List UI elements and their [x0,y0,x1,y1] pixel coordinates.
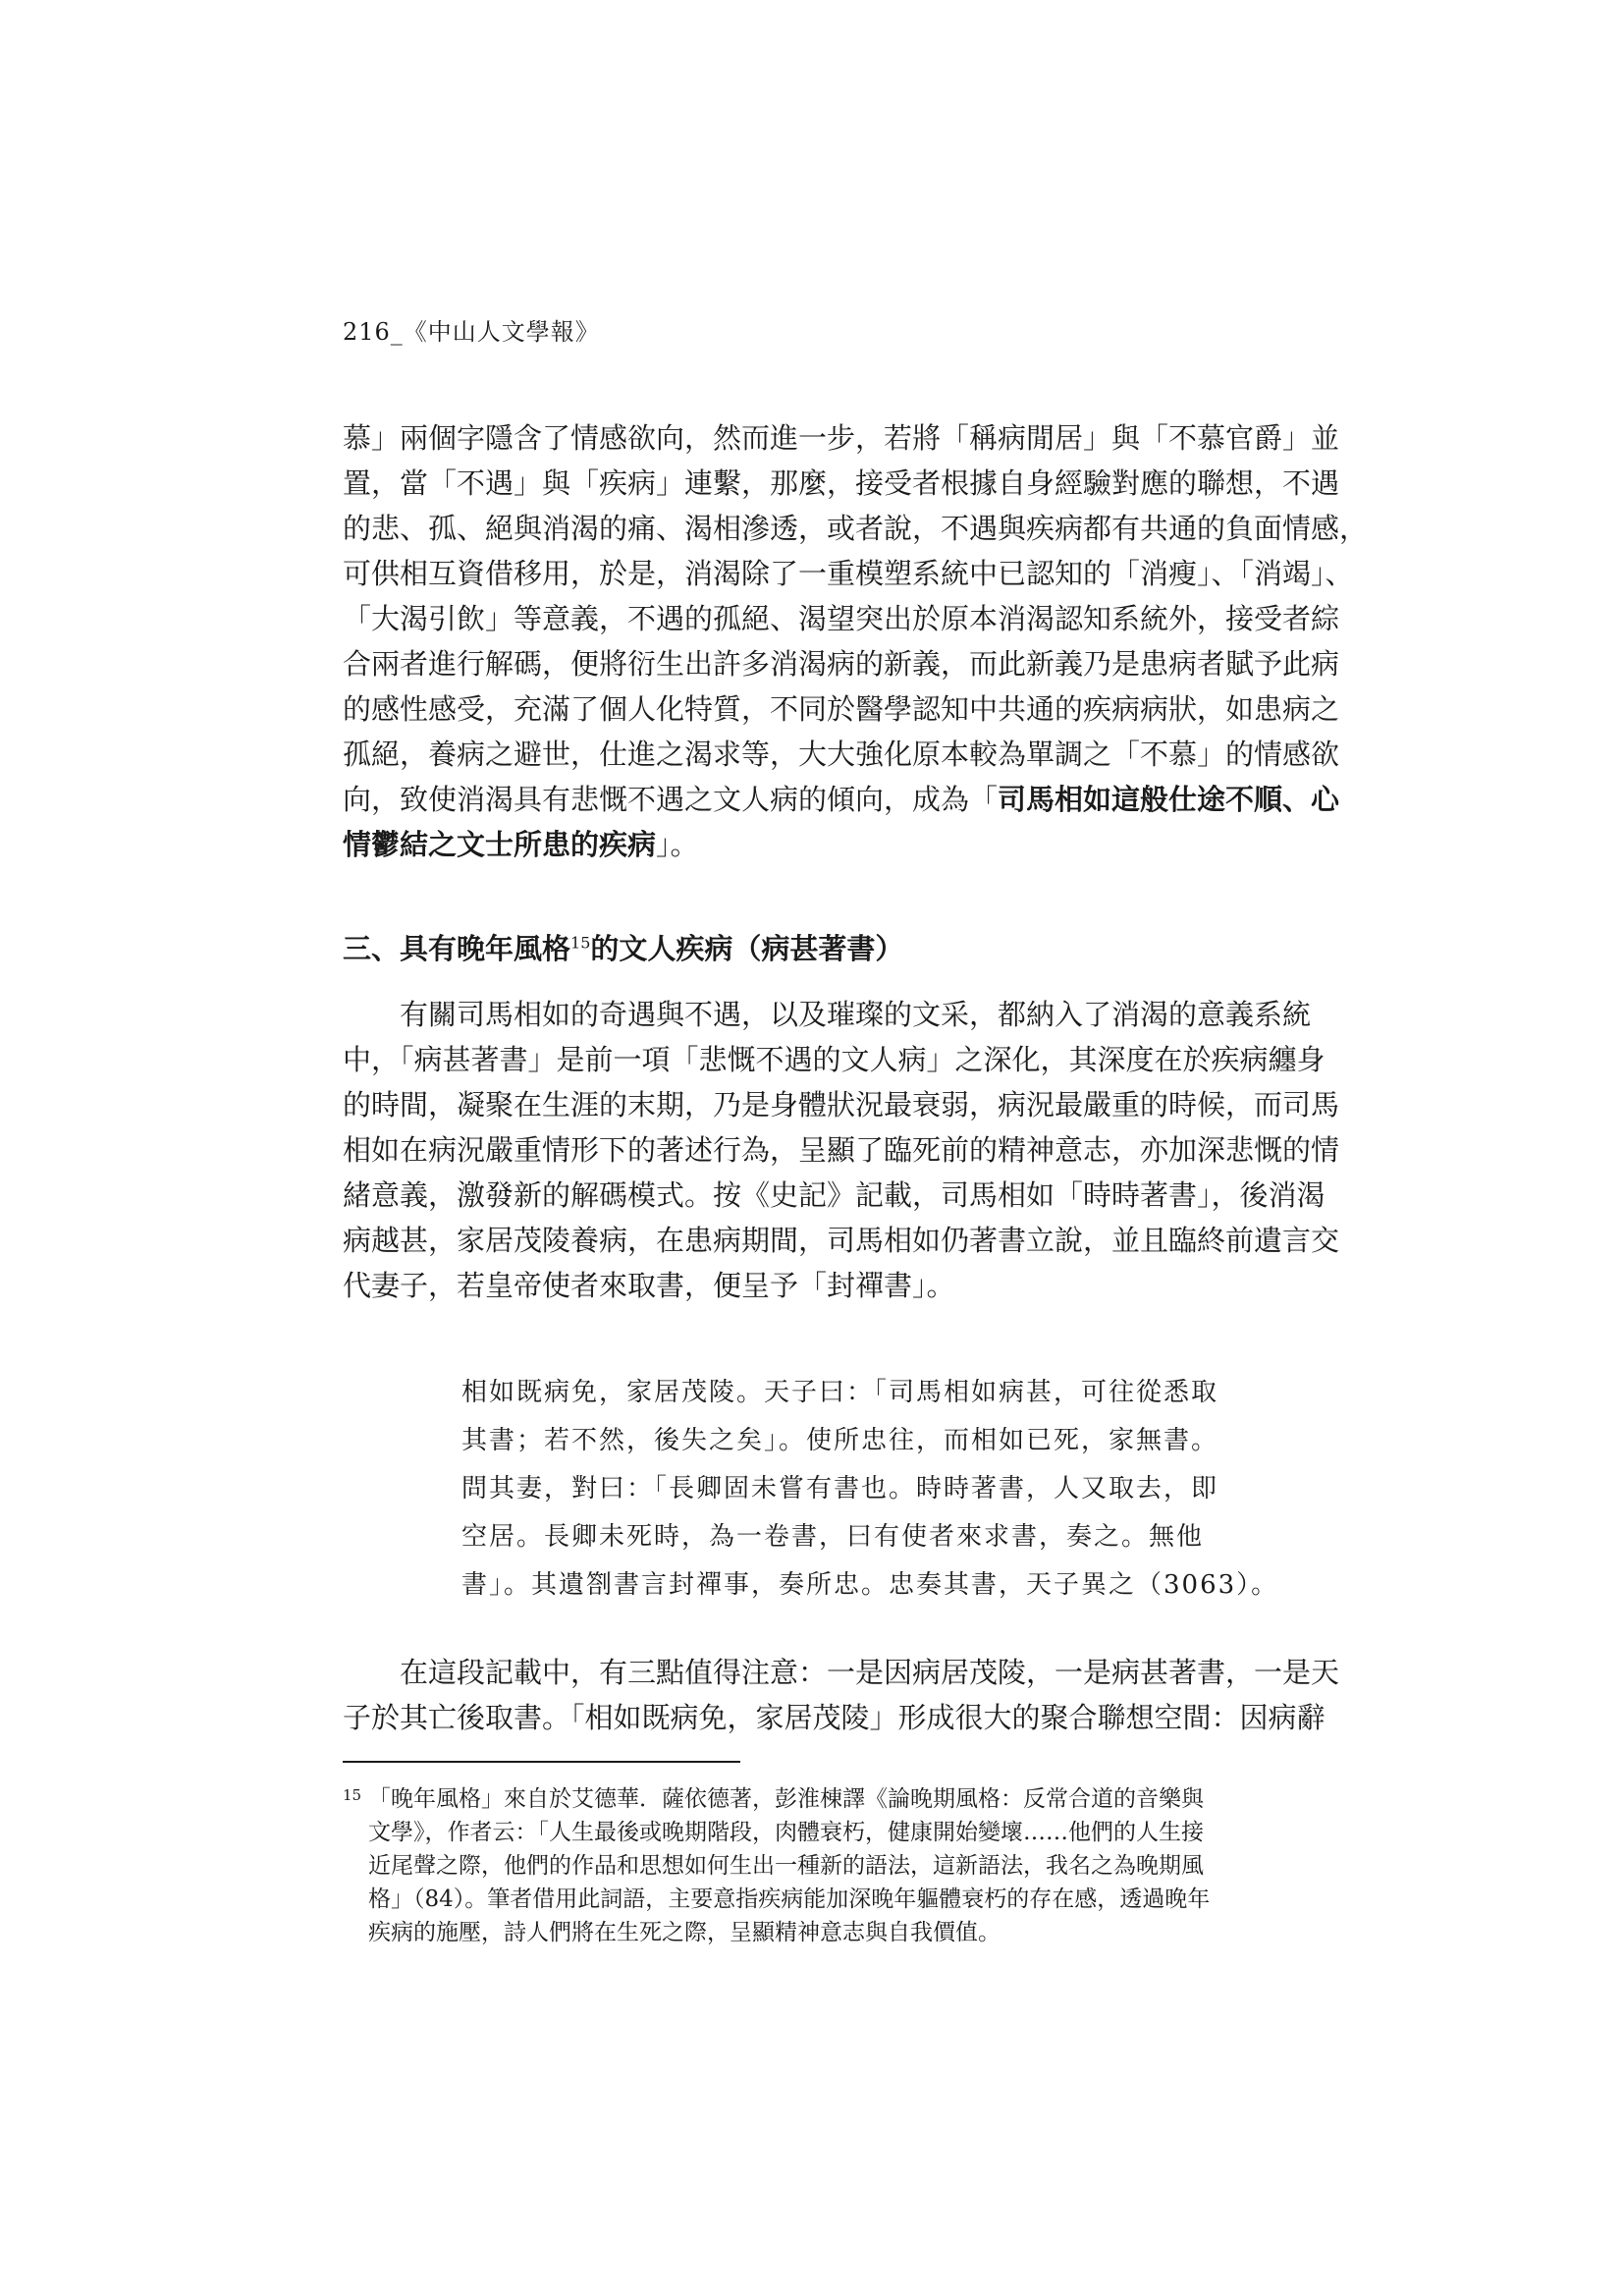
paragraph-line: 有關司馬相如的奇遇與不遇，以及璀璨的文采，都納入了消渴的意義系統 [343,998,1312,1031]
quote-line: 相如既病免，家居茂陵。天子曰：「司馬相如病甚，可往從悉取 [461,1378,1219,1407]
block-quote [461,1369,1279,1610]
emphasis-text: 司馬相如這般仕途不順、心 [998,783,1340,816]
quote-line: 其書；若不然，後失之矣」。使所忠往，而相如已死，家無書。 [461,1426,1219,1455]
paragraph-line: 病越甚，家居茂陵養病，在患病期間，司馬相如仍著書立說，並且臨終前遺言交 [343,1224,1340,1257]
emphasis-text: 情鬱結之文士所患的疾病 [343,828,657,861]
paragraph-3 [343,1650,1340,1740]
footnote-reference[interactable]: 15 [570,933,591,953]
footnote-line: 近尾聲之際，他們的作品和思想如何生出一種新的語法，這新語法，我名之為晚期風 [368,1853,1204,1879]
paragraph-line [343,777,1340,822]
paragraph-2 [343,992,1340,1308]
paragraph-line: 的悲、孤、絕與消渴的痛、渴相滲透，或者說，不遇與疾病都有共通的負面情感， [343,512,1369,545]
paragraph-line: 置，當「不遇」與「疾病」連繫，那麼，接受者根據自身經驗對應的聯想，不遇 [343,466,1340,500]
running-head: 216_《中山人文學報》 [343,318,600,346]
paragraph-line: 在這段記載中，有三點值得注意：一是因病居茂陵，一是病甚著書，一是天 [343,1656,1340,1689]
heading-text: 的文人疾病（病甚著書） [590,932,904,965]
paragraph-line: 孤絕，養病之避世，仕進之渴求等，大大強化原本較為單調之「不慕」的情感欲 [343,738,1340,771]
footnote-line: 文學》，作者云：「人生最後或晚期階段，肉體衰朽，健康開始變壞……他們的人生接 [368,1820,1204,1845]
paragraph-line: 慕」兩個字隱含了情感欲向，然而進一步，若將「稱病閒居」與「不慕官爵」並 [343,421,1340,455]
line-text: 」。 [656,828,699,861]
paragraph-line: 代妻子，若皇帝使者來取書，便呈予「封禪書」。 [343,1269,955,1302]
paragraph-line: 「大渴引飲」等意義，不遇的孤絕、渴望突出於原本消渴認知系統外，接受者綜 [343,602,1340,635]
paragraph-line: 子於其亡後取書。「相如既病免，家居茂陵」形成很大的聚合聯想空間：因病辭 [343,1701,1325,1734]
footnote-line: 「晚年風格」來自於艾德華．薩依德著，彭淮棟譯《論晚期風格：反常合道的音樂與 [368,1786,1204,1812]
paragraph-line: 的時間，凝聚在生涯的末期，乃是身體狀況最衰弱，病況最嚴重的時候，而司馬 [343,1088,1340,1121]
paragraph-1 [343,415,1369,867]
footnote-number: 15 [343,1786,362,1804]
footnote-line: 格」（84）。筆者借用此詞語，主要意指疾病能加深晚年軀體衰朽的存在感，透過晚年 [368,1886,1211,1912]
paragraph-line: 的感性感受，充滿了個人化特質，不同於醫學認知中共通的疾病病狀，如患病之 [343,692,1340,726]
heading-text: 三、具有晚年風格 [343,932,571,965]
paragraph-line: 可供相互資借移用，於是，消渴除了一重模塑系統中已認知的「消瘦」、「消竭」、 [343,557,1354,590]
paragraph-line: 緒意義，激發新的解碼模式。按《史記》記載，司馬相如「時時著書」，後消渴 [343,1178,1325,1212]
paragraph-line [343,822,1303,867]
footnote [343,1782,1303,1949]
footnote-divider [343,1761,740,1763]
line-text: 向，致使消渴具有悲慨不遇之文人病的傾向，成為「 [343,783,999,816]
section-heading [343,927,903,967]
paragraph-line: 相如在病況嚴重情形下的著述行為，呈顯了臨死前的精神意志，亦加深悲慨的情 [343,1133,1340,1167]
footnote-line: 疾病的施壓，詩人們將在生死之際，呈顯精神意志與自我價值。 [368,1920,1001,1945]
paragraph-line: 合兩者進行解碼，便將衍生出許多消渴病的新義，而此新義乃是患病者賦予此病 [343,647,1340,681]
quote-line: 書」。其遺劄書言封禪事，奏所忠。忠奏其書，天子異之（3063）。 [461,1570,1279,1600]
paragraph-line: 中，「病甚著書」是前一項「悲慨不遇的文人病」之深化，其深度在於疾病纏身 [343,1043,1325,1076]
quote-line: 空居。長卿未死時，為一卷書，曰有使者來求書，奏之。無他 [461,1522,1205,1552]
quote-line: 問其妻，對曰：「長卿固未嘗有書也。時時著書，人又取去，即 [461,1474,1219,1503]
